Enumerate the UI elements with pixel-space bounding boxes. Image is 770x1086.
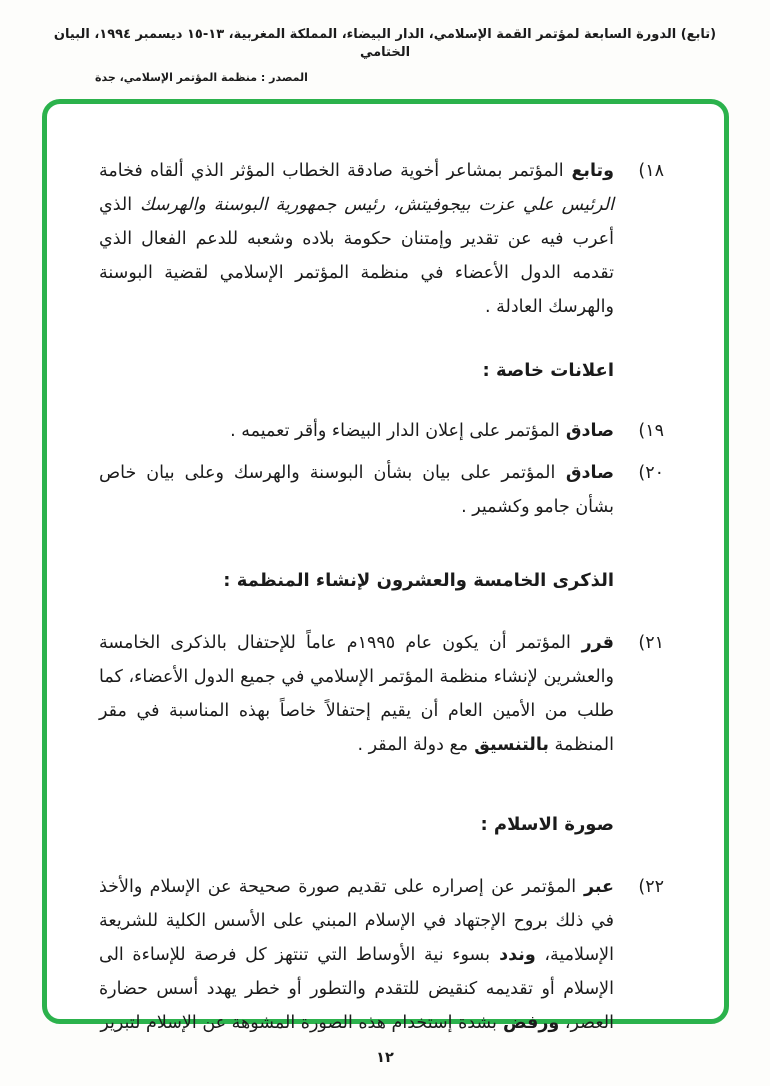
paragraph-21-text: قرر المؤتمر أن يكون عام ١٩٩٥م عاماً للإحتفال بالذكرى الخامسة والعشرين لإنشاء منظمة المؤتمر الإسلامي في جميع الدول الأعضاء، كما طلب من الأمين العام أن يقيم إحتفالاً خاصاً بهذه المناسبة في مقر المنظمة بالتنسيق مع دولة المقر . [99,633,614,756]
paragraph-18 [99,154,664,324]
green-document-frame [42,99,729,1034]
document-header-title: (تابع) الدورة السابعة لمؤتمر القمة الإسلامي، الدار البيضاء، المملكة المغربية، ١٣-١٥ ديسمبر ١٩٩٤، البيان الختامي [53,27,717,61]
document-source-line: المصدر : منظمة المؤتمر الإسلامي، جدة [95,71,308,85]
paragraph-19 [99,414,664,448]
paragraph-22 [99,870,664,1040]
page-number: ١٢ [376,1050,394,1067]
heading-special-declarations: اعلانات خاصة : [482,360,614,382]
paragraph-20-text: صادق المؤتمر على بيان بشأن البوسنة والهرسك وعلى بيان خاص بشأن جامو وكشمير . [99,463,614,518]
paragraph-19-number: (١٩ [638,421,664,442]
paragraph-21-number: (٢١ [638,633,664,654]
paragraph-21 [99,626,664,762]
heading-25th-anniversary: الذكرى الخامسة والعشرون لإنشاء المنظمة : [223,570,614,592]
paragraph-20-number: (٢٠ [638,463,664,484]
paragraph-19-text: صادق المؤتمر على إعلان الدار البيضاء وأقر تعميمه . [230,421,614,442]
paragraph-22-text: عبر المؤتمر عن إصراره على تقديم صورة صحيحة عن الإسلام والأخذ في ذلك بروح الإجتهاد في الإسلام المبني على الأسس الكلية للشريعة الإسلامية، وندد بسوء نية الأوساط التي تنتهز كل فرصة للإساءة الى الإسلام أو تقديمه كنقيض للتقدم والتطور أو خطر يهدد أسس حضارة العصر، ورفض بشدة إستخدام هذه الصورة المشوهة عن الإسلام لتبرير [99,877,614,1034]
paragraph-20 [99,456,664,524]
paragraph-22-number: (٢٢ [638,877,664,898]
heading-image-of-islam: صورة الاسلام : [480,814,614,836]
paragraph-18-number: (١٨ [638,161,664,182]
paragraph-18-text: وتابع المؤتمر بمشاعر أخوية صادقة الخطاب المؤثر الذي ألقاه فخامة الرئيس علي عزت بيجوفيتش، رئيس جمهورية البوسنة والهرسك الذي أعرب فيه عن تقدير وإمتنان حكومة بلاده وشعبه للدعم الفعال الذي تقدمه الدول الأعضاء في منظمة المؤتمر الإسلامي لقضية البوسنة والهرسك العادلة . [99,161,615,318]
document-body [47,104,724,1040]
